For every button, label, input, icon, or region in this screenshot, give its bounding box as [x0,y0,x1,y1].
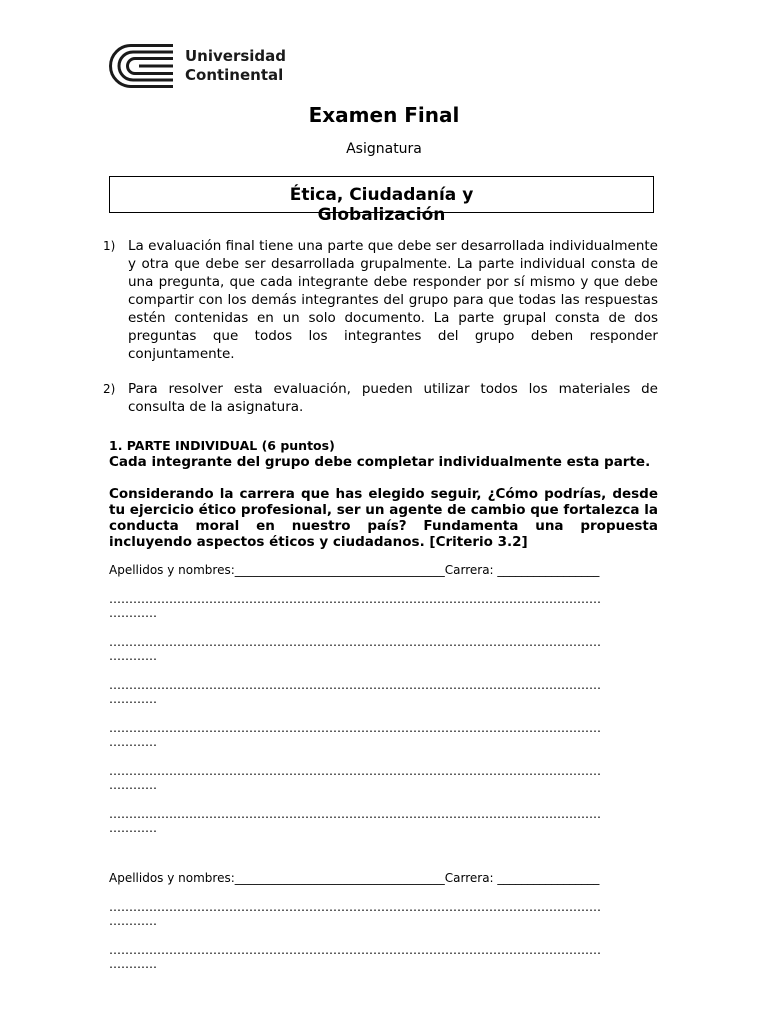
name-career-line[interactable]: Apellidos y nombres:___________________________________Carrera: _________________ [109,563,600,577]
logo-line1: Universidad [185,47,287,65]
answer-line[interactable]: …………………………………………………………………………………………………………… ………… [109,678,601,706]
subject-box [109,176,654,225]
subject-name: Ética, Ciudadanía y Globalización [289,185,474,225]
subject-label: Asignatura [346,141,422,157]
continental-logo-icon [109,43,175,89]
university-logo [109,43,286,89]
answer-line[interactable]: …………………………………………………………………………………………………………… ………… [109,807,601,835]
answer-line[interactable]: …………………………………………………………………………………………………………… ………… [109,900,601,928]
instruction-1 [103,237,658,363]
instruction-text: La evaluación final tiene una parte que debe ser desarrollada individualmente y otra que debe ser desarrollada grupalmente. La parte individual consta de una pregunta, que cada integrante debe responder por sí mismo y que debe compartir con los demás integrantes del grupo para que todas las respuestas estén contenidas en un solo documento. La parte grupal consta de dos preguntas que todos los integrantes del grupo deben responder conjuntamente. [128,238,658,362]
instruction-text: Para resolver esta evaluación, pueden utilizar todos los materiales de consulta de la asignatura. [128,381,658,415]
answer-line[interactable]: …………………………………………………………………………………………………………… ………… [109,943,601,971]
answer-line[interactable]: …………………………………………………………………………………………………………… ………… [109,764,601,792]
exam-title: Examen Final [308,103,460,127]
instruction-2 [103,380,658,416]
question-text: Considerando la carrera que has elegido seguir, ¿Cómo podrías, desde tu ejercicio ético profesional, ser un agente de cambio que fortalezca la conducta moral en nuestro país? Fundamenta una propuesta incluyendo aspectos éticos y ciudadanos. [Criterio 3.2] [109,486,658,550]
instruction-number: 1) [103,239,116,253]
instruction-number: 2) [103,382,116,396]
section-subtitle: Cada integrante del grupo debe completar individualmente esta parte. [109,454,651,470]
answer-line[interactable]: …………………………………………………………………………………………………………… ………… [109,592,601,620]
name-career-line[interactable]: Apellidos y nombres:___________________________________Carrera: _________________ [109,871,600,885]
answer-line[interactable]: …………………………………………………………………………………………………………… ………… [109,721,601,749]
answer-line[interactable]: …………………………………………………………………………………………………………… ………… [109,635,601,663]
logo-line2: Continental [185,66,284,84]
section-title: 1. PARTE INDIVIDUAL (6 puntos) [109,438,335,453]
